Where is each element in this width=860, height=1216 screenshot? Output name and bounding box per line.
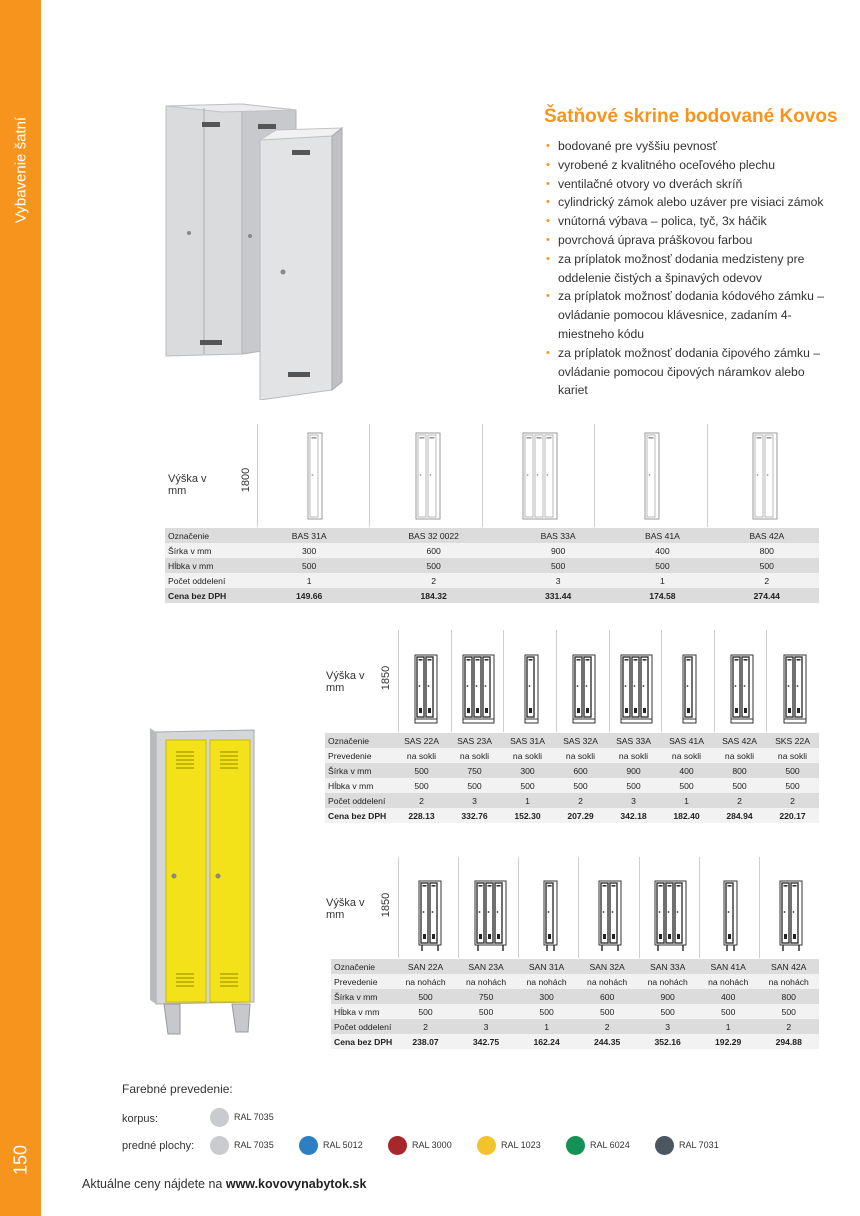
color-name: RAL 7035 — [234, 1140, 274, 1150]
table-cell: SAS 32A — [554, 733, 607, 748]
table-row — [165, 543, 819, 558]
table-cell: 500 — [395, 763, 448, 778]
row-label: Prevedenie — [331, 974, 395, 989]
table-cell: 294.88 — [758, 1034, 819, 1049]
table-row — [331, 974, 819, 989]
row-label: Hĺbka v mm — [325, 778, 395, 793]
table-cell: SAN 23A — [456, 959, 517, 974]
locker-icon — [518, 857, 578, 958]
table-cell: SAN 42A — [758, 959, 819, 974]
front-color-label: predné plochy: — [122, 1140, 195, 1152]
table-cell: 500 — [766, 778, 819, 793]
table-cell: 500 — [758, 1004, 819, 1019]
locker-icon — [766, 630, 819, 732]
color-swatch — [210, 1108, 229, 1127]
locker-icon — [661, 630, 714, 732]
table-cell: SAN 33A — [637, 959, 698, 974]
locker-icon — [594, 424, 706, 527]
table-cell: 2 — [713, 793, 766, 808]
table-cell: 2 — [554, 793, 607, 808]
table-cell: 900 — [506, 543, 610, 558]
table-cell: 3 — [456, 1019, 517, 1034]
table-cell: 750 — [448, 763, 501, 778]
locker-icon — [699, 857, 759, 958]
table-cell: 800 — [713, 763, 766, 778]
table-cell: 300 — [501, 763, 554, 778]
table-cell: 2 — [758, 1019, 819, 1034]
table-cell: 500 — [715, 558, 819, 573]
table-cell: 342.18 — [607, 808, 660, 823]
table-cell: 800 — [715, 543, 819, 558]
table-cell: 3 — [637, 1019, 698, 1034]
section-title-text: Vybavenie šatní — [12, 116, 29, 224]
page-number — [0, 1135, 41, 1185]
table-cell: BAS 41A — [610, 528, 714, 543]
table-cell: BAS 31A — [257, 528, 361, 543]
table-cell: 2 — [395, 793, 448, 808]
color-name: RAL 6024 — [590, 1140, 630, 1150]
table-cell: 500 — [395, 989, 456, 1004]
feature-item: • vyrobené z kvalitného oceľového plechu — [546, 156, 826, 175]
body-color-label: korpus: — [122, 1113, 159, 1125]
table-row — [331, 989, 819, 1004]
color-swatch — [388, 1136, 407, 1155]
table-cell: BAS 33A — [506, 528, 610, 543]
table-cell: 1 — [257, 573, 361, 588]
table-cell: 500 — [766, 763, 819, 778]
table-cell: 162.24 — [516, 1034, 577, 1049]
locker-icon — [639, 857, 699, 958]
table-cell: SAS 33A — [607, 733, 660, 748]
table-cell: SKS 22A — [766, 733, 819, 748]
table-cell: 207.29 — [554, 808, 607, 823]
row-label: Počet oddelení — [325, 793, 395, 808]
row-label: Cena bez DPH — [325, 808, 395, 823]
table-cell: 1 — [698, 1019, 759, 1034]
table-cell: BAS 42A — [715, 528, 819, 543]
table-cell: 3 — [506, 573, 610, 588]
table-row — [165, 558, 819, 573]
table-cell: 500 — [448, 778, 501, 793]
table-cell: 1 — [516, 1019, 577, 1034]
table-cell: na nohách — [758, 974, 819, 989]
color-options-title: Farebné prevedenie: — [122, 1082, 233, 1096]
locker-icon — [451, 630, 504, 732]
table-cell: 2 — [577, 1019, 638, 1034]
table-cell: SAS 42A — [713, 733, 766, 748]
table-cell: 3 — [607, 793, 660, 808]
table-cell: 500 — [516, 1004, 577, 1019]
locker-icon — [503, 630, 556, 732]
table-cell: na sokli — [766, 748, 819, 763]
locker-icons-row-2 — [398, 630, 819, 732]
row-label: Označenie — [325, 733, 395, 748]
table-cell: 500 — [456, 1004, 517, 1019]
table-cell: 2 — [715, 573, 819, 588]
table-cell: na nohách — [577, 974, 638, 989]
table-row — [325, 778, 819, 793]
table-cell: 600 — [554, 763, 607, 778]
footer-text: Aktuálne ceny nájdete na — [82, 1177, 226, 1191]
table-cell: na sokli — [660, 748, 713, 763]
table-row — [331, 1034, 819, 1049]
table-cell: 750 — [456, 989, 517, 1004]
product-title: Šatňové skrine bodované Kovos — [544, 106, 838, 127]
table-cell: 149.66 — [257, 588, 361, 603]
row-label: Prevedenie — [325, 748, 395, 763]
color-name: RAL 3000 — [412, 1140, 452, 1150]
section-title — [0, 90, 41, 250]
table-cell: 1 — [660, 793, 713, 808]
feature-item: • povrchová úprava práškovou farbou — [546, 231, 826, 250]
height-value-1: 1800 — [240, 467, 252, 493]
table-cell: 600 — [361, 543, 506, 558]
table-cell: 400 — [698, 989, 759, 1004]
table-cell: 600 — [577, 989, 638, 1004]
table-cell: 400 — [610, 543, 714, 558]
table-cell: SAN 22A — [395, 959, 456, 974]
feature-item: • vnútorná výbava – polica, tyč, 3x háčik — [546, 212, 826, 231]
color-name: RAL 1023 — [501, 1140, 541, 1150]
table-cell: BAS 32 0022 — [361, 528, 506, 543]
table-cell: 900 — [607, 763, 660, 778]
table-row — [325, 733, 819, 748]
table-row — [325, 748, 819, 763]
table-cell: SAS 41A — [660, 733, 713, 748]
table-cell: 220.17 — [766, 808, 819, 823]
color-name: RAL 7035 — [234, 1112, 274, 1122]
table-cell: SAS 23A — [448, 733, 501, 748]
table-cell: 500 — [395, 778, 448, 793]
table-row — [331, 1004, 819, 1019]
table-cell: na nohách — [637, 974, 698, 989]
table-cell: 2 — [766, 793, 819, 808]
table-row — [331, 959, 819, 974]
table-row — [165, 573, 819, 588]
table-cell: na sokli — [501, 748, 554, 763]
table-cell: 274.44 — [715, 588, 819, 603]
table-cell: 400 — [660, 763, 713, 778]
page-number-text: 150 — [10, 1144, 30, 1176]
table-cell: 238.07 — [395, 1034, 456, 1049]
table-cell: 3 — [448, 793, 501, 808]
table-row — [331, 1019, 819, 1034]
yellow-locker-image — [150, 728, 260, 1036]
table-cell: 1 — [501, 793, 554, 808]
feature-item: • cylindrický zámok alebo uzáver pre visiaci zámok — [546, 193, 826, 212]
locker-icon — [578, 857, 638, 958]
row-label: Cena bez DPH — [331, 1034, 395, 1049]
locker-icons-row-3 — [398, 857, 819, 958]
footer-link[interactable]: www.kovovynabytok.sk — [225, 1177, 367, 1191]
table-cell: 331.44 — [506, 588, 610, 603]
table-cell: 284.94 — [713, 808, 766, 823]
table-cell: 500 — [610, 558, 714, 573]
feature-item: • ventilačné otvory vo dverách skríň — [546, 175, 826, 194]
table-cell: SAS 22A — [395, 733, 448, 748]
feature-item: • bodované pre vyššiu pevnosť — [546, 137, 826, 156]
row-label: Šírka v mm — [325, 763, 395, 778]
locker-icon — [482, 424, 594, 527]
table-row — [165, 588, 819, 603]
row-label: Cena bez DPH — [165, 588, 257, 603]
locker-icon — [714, 630, 767, 732]
table-cell: na sokli — [713, 748, 766, 763]
table-cell: 500 — [713, 778, 766, 793]
table-cell: SAN 32A — [577, 959, 638, 974]
locker-icons-row-1 — [257, 424, 819, 527]
table-cell: na nohách — [395, 974, 456, 989]
table-cell: 332.76 — [448, 808, 501, 823]
table-cell: na nohách — [516, 974, 577, 989]
table-cell: 2 — [395, 1019, 456, 1034]
feature-item: • za príplatok možnosť dodania medzisteny pre oddelenie čistých a špinavých odevov — [546, 250, 826, 288]
table-cell: 300 — [257, 543, 361, 558]
height-label-2: Výška v mm — [326, 670, 365, 694]
table-cell: 500 — [637, 1004, 698, 1019]
table-cell: 500 — [361, 558, 506, 573]
table-cell: 500 — [501, 778, 554, 793]
height-value-2: 1850 — [380, 665, 392, 691]
table-cell: 192.29 — [698, 1034, 759, 1049]
row-label: Hĺbka v mm — [165, 558, 257, 573]
locker-icon — [707, 424, 819, 527]
table-cell: 500 — [577, 1004, 638, 1019]
height-value-3: 1850 — [380, 892, 392, 918]
table-cell: 244.35 — [577, 1034, 638, 1049]
table-cell: 174.58 — [610, 588, 714, 603]
locker-icon — [369, 424, 481, 527]
table-cell: na sokli — [448, 748, 501, 763]
locker-icon — [398, 630, 451, 732]
table-cell: 900 — [637, 989, 698, 1004]
color-swatch — [210, 1136, 229, 1155]
table-cell: 342.75 — [456, 1034, 517, 1049]
spec-table-3 — [331, 959, 819, 1049]
table-cell: 500 — [660, 778, 713, 793]
feature-item: • za príplatok možnosť dodania kódového zámku – ovládanie pomocou klávesnice, zadaním 4-miestneho kódu — [546, 287, 826, 343]
table-cell: 500 — [506, 558, 610, 573]
height-label-3: Výška v mm — [326, 897, 365, 921]
table-row — [325, 793, 819, 808]
table-cell: 182.40 — [660, 808, 713, 823]
footer-note — [82, 1177, 366, 1191]
color-swatch — [655, 1136, 674, 1155]
feature-list — [546, 137, 826, 400]
color-swatch — [477, 1136, 496, 1155]
locker-icon — [257, 424, 369, 527]
locker-product-image — [162, 100, 347, 400]
table-cell: na nohách — [456, 974, 517, 989]
locker-icon — [398, 857, 458, 958]
spec-table-1 — [165, 528, 819, 603]
row-label: Označenie — [331, 959, 395, 974]
color-swatch — [566, 1136, 585, 1155]
table-cell: SAS 31A — [501, 733, 554, 748]
row-label: Hĺbka v mm — [331, 1004, 395, 1019]
table-cell: 352.16 — [637, 1034, 698, 1049]
height-label-1: Výška v mm — [168, 473, 207, 497]
table-cell: 184.32 — [361, 588, 506, 603]
table-cell: 500 — [257, 558, 361, 573]
locker-icon — [609, 630, 662, 732]
color-swatch — [299, 1136, 318, 1155]
color-name: RAL 5012 — [323, 1140, 363, 1150]
locker-icon — [458, 857, 518, 958]
table-cell: na sokli — [607, 748, 660, 763]
row-label: Označenie — [165, 528, 257, 543]
table-cell: 2 — [361, 573, 506, 588]
table-cell: 152.30 — [501, 808, 554, 823]
table-row — [325, 763, 819, 778]
table-cell: na sokli — [554, 748, 607, 763]
row-label: Počet oddelení — [331, 1019, 395, 1034]
table-cell: 500 — [607, 778, 660, 793]
color-name: RAL 7031 — [679, 1140, 719, 1150]
table-cell: 228.13 — [395, 808, 448, 823]
table-cell: na sokli — [395, 748, 448, 763]
table-row — [165, 528, 819, 543]
table-cell: 300 — [516, 989, 577, 1004]
row-label: Šírka v mm — [165, 543, 257, 558]
feature-item: • za príplatok možnosť dodania čipového zámku – ovládanie pomocou čipových náramkov alebo kariet — [546, 344, 826, 400]
table-cell: SAN 31A — [516, 959, 577, 974]
locker-icon — [759, 857, 819, 958]
table-cell: 500 — [395, 1004, 456, 1019]
table-cell: na nohách — [698, 974, 759, 989]
table-row — [325, 808, 819, 823]
row-label: Počet oddelení — [165, 573, 257, 588]
locker-icon — [556, 630, 609, 732]
row-label: Šírka v mm — [331, 989, 395, 1004]
table-cell: 800 — [758, 989, 819, 1004]
table-cell: 500 — [554, 778, 607, 793]
spec-table-2 — [325, 733, 819, 823]
table-cell: 500 — [698, 1004, 759, 1019]
table-cell: 1 — [610, 573, 714, 588]
table-cell: SAN 41A — [698, 959, 759, 974]
